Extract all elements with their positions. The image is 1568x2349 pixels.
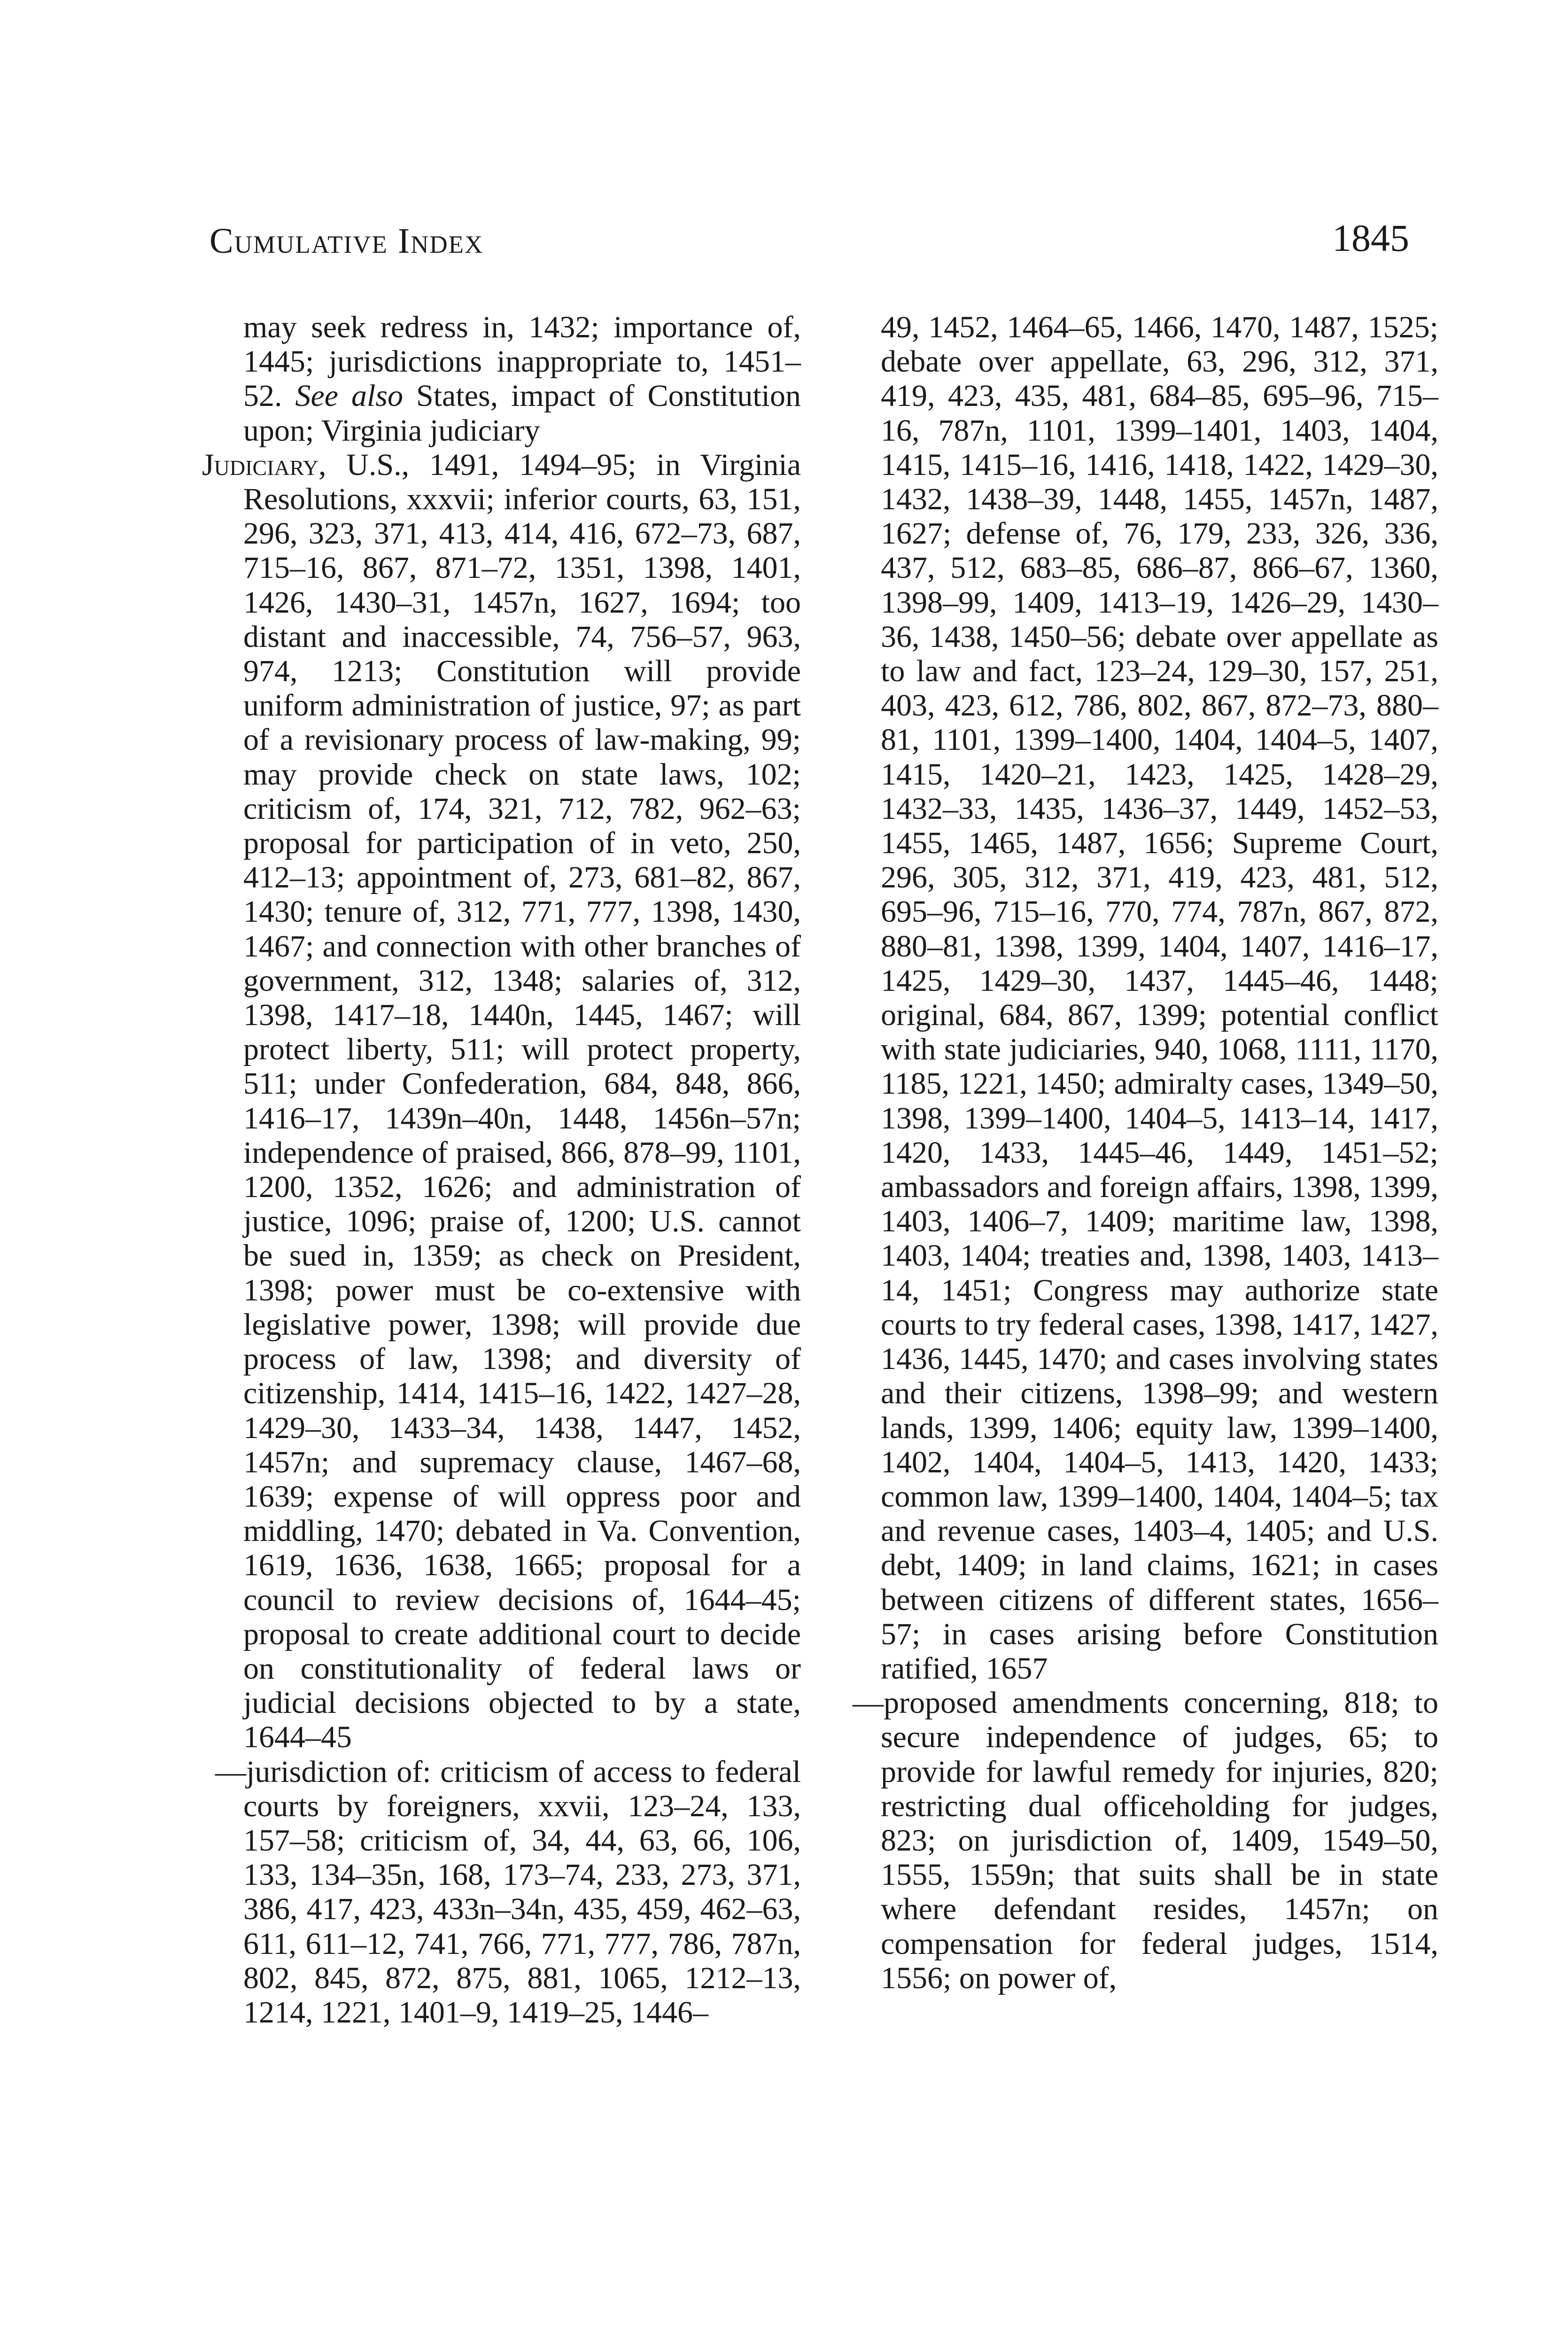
amendments-entry-text: —proposed amendments concerning, 818; to secure independence of judges, 65; to provide for lawful remedy for injuries, 820; restricting dual officeholding for judges, 823; on jurisdiction of, 1409, 1549–50, 1555, 1559n; that suits shall be in state where defendant resides, 1457n; on compensation for federal judges, 1514, 1556; on power of,: [853, 1686, 1438, 1995]
see-also-text: States, impact of Constitution upon; Virginia judiciary: [243, 379, 801, 448]
index-subentry-jurisdiction: [202, 1755, 801, 2030]
index-entry-judiciary: [202, 448, 801, 1755]
jurisdiction-entry-text: —jurisdiction of: criticism of access to federal courts by foreigners, xxvii, 123–24, 133, 157–58; criticism of, 34, 44, 63, 66, 106, 133, 134–35n, 168, 173–74, 233, 273, 371, 386, 417, 423, 433n–34n, 435, 459, 462–63, 611, 611–12, 741, 766, 771, 777, 786, 787n, 802, 845, 872, 875, 881, 1065, 1212–13, 1214, 1221, 1401–9, 1419–25, 1446–: [215, 1754, 801, 2030]
index-subentry-jurisdiction-continued: [839, 310, 1438, 1686]
right-column: [839, 310, 1438, 1995]
headword-judiciary: Judiciary: [202, 447, 319, 482]
see-also-label: See also: [295, 379, 404, 413]
running-head: Cumulative Index: [210, 221, 484, 261]
jurisdiction-continuation-text: 49, 1452, 1464–65, 1466, 1470, 1487, 1525; debate over appellate, 63, 296, 312, 371, 419, 423, 435, 481, 684–85, 695–96, 715–16, 787n, 1101, 1399–1401, 1403, 1404, 1415, 1415–16, 1416, 1418, 1422, 1429–30, 1432, 1438–39, 1448, 1455, 1457n, 1487, 1627; defense of, 76, 179, 233, 326, 336, 437, 512, 683–85, 686–87, 866–67, 1360, 1398–99, 1409, 1413–19, 1426–29, 1430–36, 1438, 1450–56; debate over appellate as to law and fact, 123–24, 129–30, 157, 251, 403, 423, 612, 786, 802, 867, 872–73, 880–81, 1101, 1399–1400, 1404, 1404–5, 1407, 1415, 1420–21, 1423, 1425, 1428–29, 1432–33, 1435, 1436–37, 1449, 1452–53, 1455, 1465, 1487, 1656; Supreme Court, 296, 305, 312, 371, 419, 423, 481, 512, 695–96, 715–16, 770, 774, 787n, 867, 872, 880–81, 1398, 1399, 1404, 1407, 1416–17, 1425, 1429–30, 1437, 1445–46, 1448; original, 684, 867, 1399; potential conflict with state judiciaries, 940, 1068, 1111, 1170, 1185, 1221, 1450; admiralty cases, 1349–50, 1398, 1399–1400, 1404–5, 1413–14, 1417, 1420, 1433, 1445–46, 1449, 1451–52; ambassadors and foreign affairs, 1398, 1399, 1403, 1406–7, 1409; maritime law, 1398, 1403, 1404; treaties and, 1398, 1403, 1413–14, 1451; Congress may authorize state courts to try federal cases, 1398, 1417, 1427, 1436, 1445, 1470; and cases involving states and their citizens, 1398–99; and western lands, 1399, 1406; equity law, 1399–1400, 1402, 1404, 1404–5, 1413, 1420, 1433; common law, 1399–1400, 1404, 1404–5; tax and revenue cases, 1403–4, 1405; and U.S. debt, 1409; in land claims, 1621; in cases between citizens of different states, 1656–57; in cases arising before Constitution ratified, 1657: [881, 310, 1438, 1686]
index-entry-continuation: [202, 310, 801, 448]
left-column: [202, 310, 801, 2030]
index-subentry-proposed-amendments: [839, 1686, 1438, 1995]
page-number: 1845: [1332, 217, 1409, 259]
continuation-text: may seek redress in, 1432; importance of, 1445; jurisdictions inappropriate to, 1451–52.: [243, 310, 801, 413]
judiciary-entry-text: , U.S., 1491, 1494–95; in Virginia Resolutions, xxxvii; inferior courts, 63, 151, 296, 323, 371, 413, 414, 416, 672–73, 687, 715–16, 867, 871–72, 1351, 1398, 1401, 1426, 1430–31, 1457n, 1627, 1694; too distant and inaccessible, 74, 756–57, 963, 974, 1213; Constitution will provide uniform administration of justice, 97; as part of a revisionary process of law-making, 99; may provide check on state laws, 102; criticism of, 174, 321, 712, 782, 962–63; proposal for participation of in veto, 250, 412–13; appointment of, 273, 681–82, 867, 1430; tenure of, 312, 771, 777, 1398, 1430, 1467; and connection with other branches of government, 312, 1348; salaries of, 312, 1398, 1417–18, 1440n, 1445, 1467; will protect liberty, 511; will protect property, 511; under Confederation, 684, 848, 866, 1416–17, 1439n–40n, 1448, 1456n–57n; independence of praised, 866, 878–99, 1101, 1200, 1352, 1626; and administration of justice, 1096; praise of, 1200; U.S. cannot be sued in, 1359; as check on President, 1398; power must be co-extensive with legislative power, 1398; will provide due process of law, 1398; and diversity of citizenship, 1414, 1415–16, 1422, 1427–28, 1429–30, 1433–34, 1438, 1447, 1452, 1457n; and supremacy clause, 1467–68, 1639; expense of will oppress poor and middling, 1470; debated in Va. Convention, 1619, 1636, 1638, 1665; proposal for a council to review decisions of, 1644–45; proposal to create additional court to decide on constitutionality of federal laws or judicial decisions objected to by a state, 1644–45: [243, 447, 801, 1755]
